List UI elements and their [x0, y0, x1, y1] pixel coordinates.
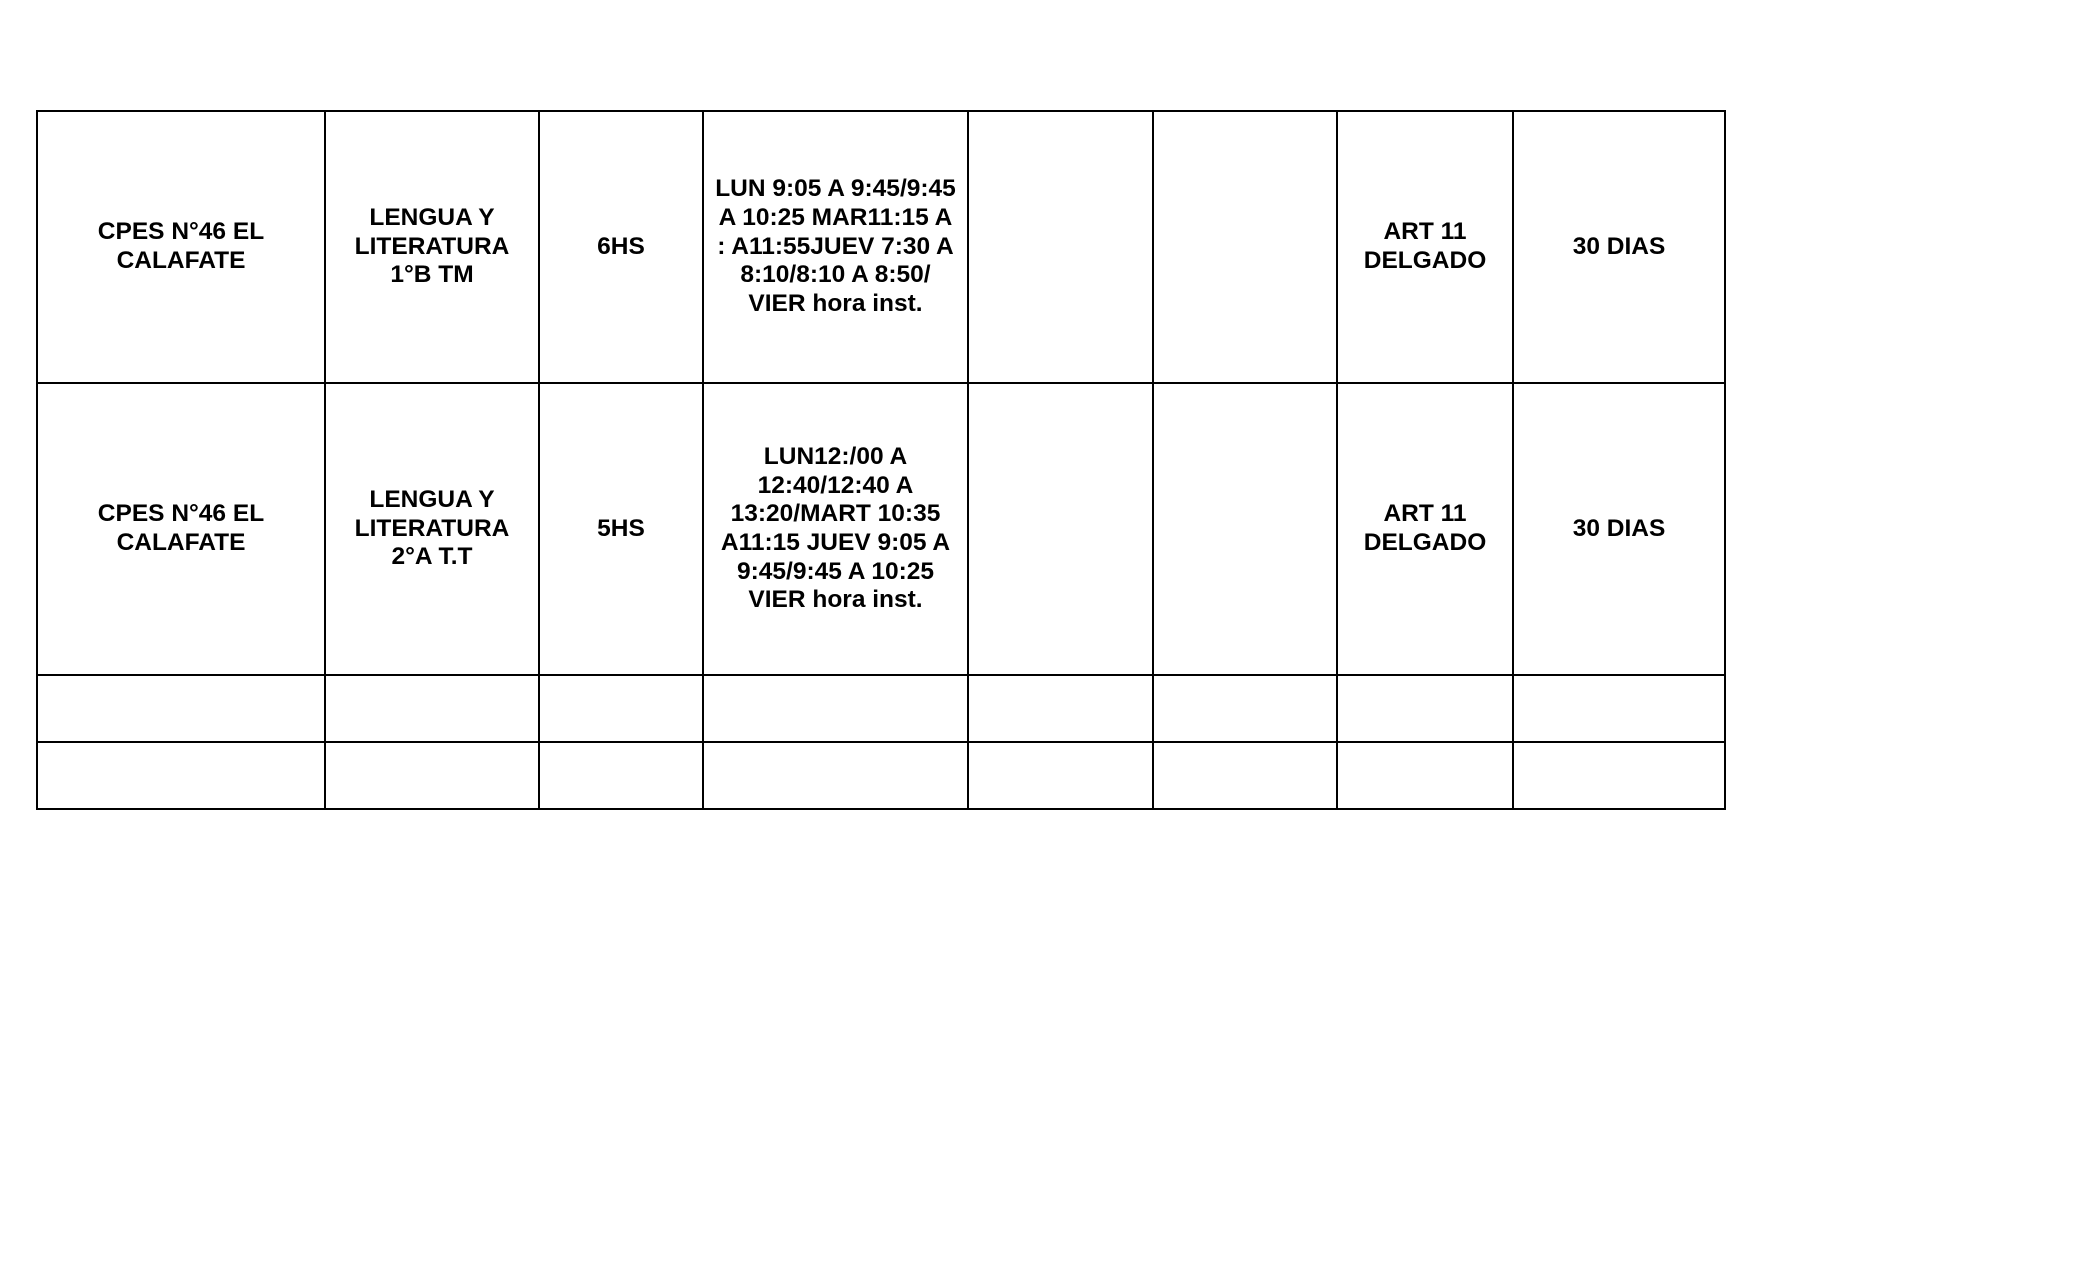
cell-blank-two	[1153, 742, 1337, 809]
table-row	[37, 675, 1725, 742]
cell-school: CPES N°46 EL CALAFATE	[37, 383, 325, 675]
cell-school	[37, 742, 325, 809]
cell-school	[37, 675, 325, 742]
cell-blank-one	[968, 383, 1153, 675]
cell-schedule-times	[703, 742, 968, 809]
table-row	[37, 111, 1725, 383]
cell-blank-two	[1153, 383, 1337, 675]
cell-schedule-times	[703, 675, 968, 742]
cell-blank-one	[968, 111, 1153, 383]
cell-schedule-times: LUN 9:05 A 9:45/9:45 A 10:25 MAR11:15 A : A11:55JUEV 7:30 A 8:10/8:10 A 8:50/ VIER hora inst.	[703, 111, 968, 383]
cell-blank-one	[968, 742, 1153, 809]
cell-hours: 5HS	[539, 383, 703, 675]
cell-duration: 30 DIAS	[1513, 111, 1725, 383]
cell-blank-two	[1153, 675, 1337, 742]
cell-duration: 30 DIAS	[1513, 383, 1725, 675]
cell-schedule-times: LUN12:/00 A 12:40/12:40 A 13:20/MART 10:35 A11:15 JUEV 9:05 A 9:45/9:45 A 10:25 VIER hora inst.	[703, 383, 968, 675]
cell-article: ART 11 DELGADO	[1337, 111, 1513, 383]
cell-blank-two	[1153, 111, 1337, 383]
cell-hours: 6HS	[539, 111, 703, 383]
schedule-table-container	[36, 110, 1724, 810]
schedule-table	[36, 110, 1726, 810]
cell-duration	[1513, 742, 1725, 809]
cell-blank-one	[968, 675, 1153, 742]
cell-duration	[1513, 675, 1725, 742]
cell-article	[1337, 742, 1513, 809]
cell-hours	[539, 742, 703, 809]
table-row	[37, 383, 1725, 675]
cell-subject: LENGUA Y LITERATURA 2°A T.T	[325, 383, 539, 675]
table-row	[37, 742, 1725, 809]
cell-school: CPES N°46 EL CALAFATE	[37, 111, 325, 383]
cell-subject: LENGUA Y LITERATURA 1°B TM	[325, 111, 539, 383]
cell-article	[1337, 675, 1513, 742]
cell-subject	[325, 675, 539, 742]
cell-hours	[539, 675, 703, 742]
cell-subject	[325, 742, 539, 809]
cell-article: ART 11 DELGADO	[1337, 383, 1513, 675]
